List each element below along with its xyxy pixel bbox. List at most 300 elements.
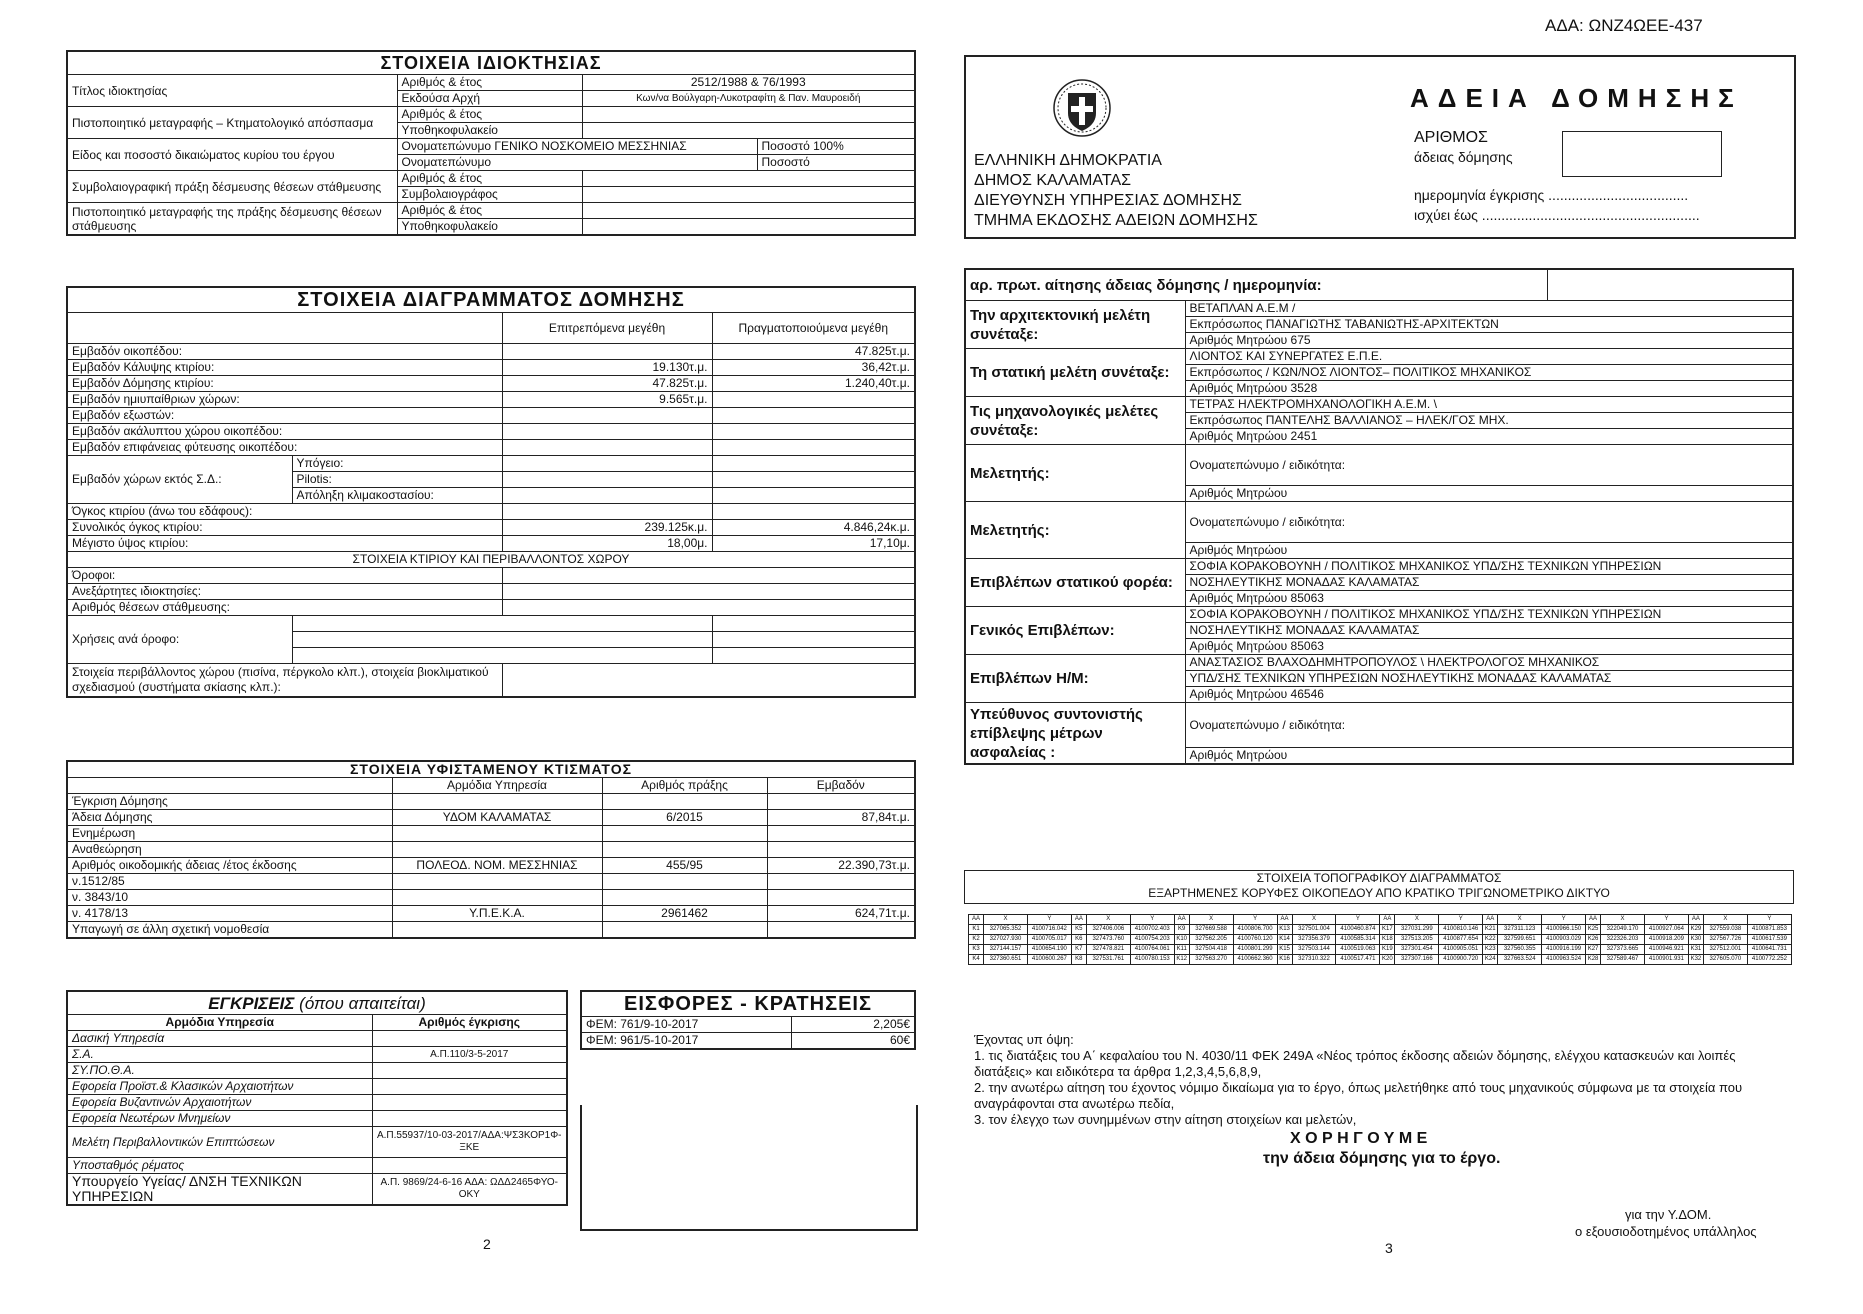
ownership-sublabel: Ονοματεπώνυμο ΓΕΝΙΚΟ ΝΟΣΚΟΜΕΙΟ ΜΕΣΣΗΝΙΑΣ bbox=[397, 139, 757, 155]
ownership-label: Τίτλος ιδιοκτησίας bbox=[67, 75, 397, 107]
ownership-value bbox=[582, 187, 915, 203]
approvals-service: Υποσταθμός ρέματος bbox=[67, 1158, 372, 1174]
engineer-role: Γενικός Επιβλέπων: bbox=[965, 607, 1185, 655]
env-title: ΣΤΟΙΧΕΙΑ ΚΤΙΡΙΟΥ ΚΑΙ ΠΕΡΙΒΑΛΛΟΝΤΟΣ ΧΩΡΟΥ bbox=[67, 552, 915, 568]
existing-row bbox=[67, 794, 915, 810]
topo-cell: 327473.760 bbox=[1086, 935, 1130, 945]
allowed-value bbox=[502, 504, 712, 520]
topo-cell: 327065.352 bbox=[984, 925, 1028, 935]
engineer-info: Ονοματεπώνυμο / ειδικότητα: bbox=[1185, 703, 1793, 748]
topo-cell: 4100760.120 bbox=[1233, 935, 1277, 945]
topo-cell: 4100662.360 bbox=[1233, 955, 1277, 965]
existing-cell: Ενημέρωση bbox=[67, 826, 392, 842]
actual-value bbox=[712, 392, 915, 408]
topo-cell: 327031.299 bbox=[1395, 925, 1439, 935]
diagram-row bbox=[67, 360, 915, 376]
actual-value bbox=[712, 488, 915, 504]
registry-number: Αριθμός Μητρώου 675 bbox=[1185, 333, 1793, 349]
topo-cell: 4100916.199 bbox=[1542, 945, 1586, 955]
existing-cell: ν.1512/85 bbox=[67, 874, 392, 890]
existing-cell: 6/2015 bbox=[602, 810, 767, 826]
existing-cell bbox=[767, 794, 915, 810]
actual-value: 36,42τ.μ. bbox=[712, 360, 915, 376]
env-value bbox=[502, 584, 915, 600]
topo-header: ΑΑ bbox=[1071, 915, 1086, 925]
existing-row bbox=[67, 826, 915, 842]
existing-row bbox=[67, 890, 915, 906]
ownership-value bbox=[582, 203, 915, 219]
topo-cell: 4100810.146 bbox=[1439, 925, 1483, 935]
engineer-role: Επιβλέπων Η/Μ: bbox=[965, 655, 1185, 703]
signature-line-1: για την Υ.ΔΟΜ. bbox=[1625, 1207, 1712, 1222]
topo-cell: 327513.205 bbox=[1395, 935, 1439, 945]
allowed-value bbox=[502, 408, 712, 424]
approvals-title-suffix: (όπου απαιτείται) bbox=[294, 993, 426, 1013]
approvals-number bbox=[372, 1158, 567, 1174]
engineer-row bbox=[965, 397, 1793, 413]
topo-cell: 4100460.874 bbox=[1336, 925, 1380, 935]
engineer-info: ΣΟΦΙΑ ΚΟΡΑΚΟΒΟΥΝΗ / ΠΟΛΙΤΙΚΟΣ ΜΗΧΑΝΙΚΟΣ ΥΠΔ/ΣΗΣ ΤΕΧΝΙΚΩΝ ΥΠΗΡΕΣΙΩΝ bbox=[1185, 559, 1793, 575]
topo-header: X bbox=[1395, 915, 1439, 925]
diagram-label: Εμβαδόν ημιυπαίθριων χώρων: bbox=[67, 392, 502, 408]
ownership-sublabel: Αριθμός & έτος bbox=[397, 203, 582, 219]
topo-cell: 4100901.931 bbox=[1644, 955, 1688, 965]
fee-label: ΦΕΜ: 961/5-10-2017 bbox=[581, 1033, 791, 1050]
permit-title: ΑΔΕΙΑ ΔΟΜΗΣΗΣ bbox=[1410, 83, 1743, 113]
topo-cell: 327501.004 bbox=[1292, 925, 1336, 935]
registry-number: Αριθμός Μητρώου 85063 bbox=[1185, 639, 1793, 655]
approvals-number: Α.Π.55937/10-03-2017/ΑΔΑ:ΨΣ3ΚΟΡ1Φ-ΞΚΕ bbox=[372, 1127, 567, 1158]
topo-cell: Κ20 bbox=[1380, 955, 1395, 965]
existing-cell bbox=[602, 826, 767, 842]
existing-cell: 87,84τ.μ. bbox=[767, 810, 915, 826]
topo-cell: 327531.761 bbox=[1086, 955, 1130, 965]
page-number-right: 3 bbox=[1385, 1240, 1393, 1256]
topo-cell: Κ19 bbox=[1380, 945, 1395, 955]
ownership-sublabel: Υποθηκοφυλακείο bbox=[397, 219, 582, 236]
approvals-number bbox=[372, 1095, 567, 1111]
registry-number: Αριθμός Μητρώου bbox=[1185, 748, 1793, 765]
actual-value bbox=[712, 424, 915, 440]
env-misc-row bbox=[67, 664, 915, 698]
topo-cell: Κ2 bbox=[969, 935, 984, 945]
topo-cell: Κ3 bbox=[969, 945, 984, 955]
issuer-line: ΔΙΕΥΘΥΝΣΗ ΥΠΗΡΕΣΙΑΣ ΔΟΜΗΣΗΣ bbox=[974, 192, 1242, 209]
topo-header: ΑΑ bbox=[1174, 915, 1189, 925]
engineer-info: Εκπρόσωπος / ΚΩΝ/ΝΟΣ ΛΙΟΝΤΟΣ– ΠΟΛΙΤΙΚΟΣ ΜΗΧΑΝΙΚΟΣ bbox=[1185, 365, 1793, 381]
approvals-number bbox=[372, 1031, 567, 1047]
topo-cell: Κ17 bbox=[1380, 925, 1395, 935]
existing-cell bbox=[392, 890, 602, 906]
ownership-sublabel: Υποθηκοφυλακείο bbox=[397, 123, 582, 139]
diagram-row bbox=[67, 520, 915, 536]
diagram-label: Όγκος κτιρίου (άνω του εδάφους): bbox=[67, 504, 502, 520]
topo-cell: Κ8 bbox=[1071, 955, 1086, 965]
issuer-block bbox=[974, 151, 1258, 231]
decision-block bbox=[974, 1032, 1794, 1128]
topo-cell: 327663.524 bbox=[1498, 955, 1542, 965]
existing-header: Εμβαδόν bbox=[767, 778, 915, 794]
approvals-service: Εφορεία Προϊστ.& Κλασικών Αρχαιοτήτων bbox=[67, 1079, 372, 1095]
existing-cell bbox=[767, 826, 915, 842]
existing-cell: 455/95 bbox=[602, 858, 767, 874]
topo-cell: Κ12 bbox=[1174, 955, 1189, 965]
engineer-row bbox=[965, 703, 1793, 748]
ownership-row bbox=[67, 107, 915, 123]
topo-header: ΑΑ bbox=[1688, 915, 1703, 925]
ownership-label: Πιστοποιητικό μεταγραφής – Κτηματολογικό απόσπασμα bbox=[67, 107, 397, 139]
topo-cell: 4100946.921 bbox=[1644, 945, 1688, 955]
env-value bbox=[502, 600, 915, 616]
existing-row bbox=[67, 810, 915, 826]
ownership-value: Ποσοστό bbox=[757, 155, 915, 171]
engineer-info: ΝΟΣΗΛΕΥΤΙΚΗΣ ΜΟΝΑΔΑΣ ΚΑΛΑΜΑΤΑΣ bbox=[1185, 575, 1793, 591]
diagram-row bbox=[67, 376, 915, 392]
ownership-label: Πιστοποιητικό μεταγραφής της πράξης δέσμευσης θέσεων στάθμευσης bbox=[67, 203, 397, 236]
env-row bbox=[67, 568, 915, 584]
existing-row bbox=[67, 874, 915, 890]
topo-header: Y bbox=[1027, 915, 1071, 925]
approvals-header: Αρμόδια Υπηρεσία bbox=[67, 1015, 372, 1031]
topo-header: Y bbox=[1233, 915, 1277, 925]
existing-cell: Αναθεώρηση bbox=[67, 842, 392, 858]
engineer-role: Την αρχιτεκτονική μελέτη συνέταξε: bbox=[965, 301, 1185, 349]
decision-item: 3. τον έλεγχο των συνημμένων στην αίτηση στοιχείων και μελετών, bbox=[974, 1112, 1357, 1127]
diagram-row bbox=[67, 536, 915, 552]
approvals-row bbox=[67, 1174, 567, 1206]
approvals-service: Σ.Α. bbox=[67, 1047, 372, 1063]
existing-cell bbox=[392, 794, 602, 810]
env-label: Όροφοι: bbox=[67, 568, 502, 584]
diagram-row bbox=[67, 344, 915, 360]
engineer-info: ΥΠΔ/ΣΗΣ ΤΕΧΝΙΚΩΝ ΥΠΗΡΕΣΙΩΝ ΝΟΣΗΛΕΥΤΙΚΗΣ ΜΟΝΑΔΑΣ ΚΑΛΑΜΑΤΑΣ bbox=[1185, 671, 1793, 687]
signature-line-2: ο εξουσιοδοτημένος υπάλληλος bbox=[1575, 1224, 1757, 1239]
topo-cell: Κ28 bbox=[1586, 955, 1601, 965]
topo-cell: Κ14 bbox=[1277, 935, 1292, 945]
engineer-row bbox=[965, 655, 1793, 671]
ownership-sublabel: Αριθμός & έτος bbox=[397, 171, 582, 187]
actual-value: 17,10μ. bbox=[712, 536, 915, 552]
topo-cell: 4100963.524 bbox=[1542, 955, 1586, 965]
topo-header: ΑΑ bbox=[1380, 915, 1395, 925]
uses-value bbox=[292, 632, 712, 648]
page-number-left: 2 bbox=[483, 1236, 491, 1252]
approvals-number bbox=[372, 1063, 567, 1079]
diagram-row bbox=[67, 504, 915, 520]
outside-sublabel: Pilotis: bbox=[292, 472, 502, 488]
topo-cell: 4100600.267 bbox=[1027, 955, 1071, 965]
topo-cell: 4100641.731 bbox=[1747, 945, 1791, 955]
env-row bbox=[67, 600, 915, 616]
topo-cell: Κ6 bbox=[1071, 935, 1086, 945]
approvals-service: Υπουργείο Υγείας/ ΔΝΣΗ ΤΕΧΝΙΚΩΝ ΥΠΗΡΕΣΙΩΝ bbox=[67, 1174, 372, 1206]
topo-cell: 4100654.190 bbox=[1027, 945, 1071, 955]
env-label: Ανεξάρτητες ιδιοκτησίες: bbox=[67, 584, 502, 600]
topo-row bbox=[969, 935, 1792, 945]
approvals-title-cell bbox=[67, 991, 567, 1015]
engineer-info: Εκπρόσωπος ΠΑΝΤΕΛΗΣ ΒΑΛΛΙΑΝΟΣ – ΗΛΕΚ/ΓΟΣ ΜΗΧ. bbox=[1185, 413, 1793, 429]
decision-item: 2. την ανωτέρω αίτηση του έχοντος νόμιμο δικαίωμα για το έργο, όπως μελετήθηκε από τους μηχανικούς σύμφωνα με τα στοιχεία που αναγράφονται στα ανωτέρω πεδία, bbox=[974, 1080, 1743, 1111]
topo-cell: 327301.454 bbox=[1395, 945, 1439, 955]
topo-cell: Κ7 bbox=[1071, 945, 1086, 955]
topo-cell: 327605.070 bbox=[1703, 955, 1747, 965]
topo-cell: Κ26 bbox=[1586, 935, 1601, 945]
topo-cell: 4100966.150 bbox=[1542, 925, 1586, 935]
issuer-line: ΔΗΜΟΣ ΚΑΛΑΜΑΤΑΣ bbox=[974, 172, 1132, 189]
existing-cell: ν. 3843/10 bbox=[67, 890, 392, 906]
approvals-table bbox=[66, 990, 568, 1206]
diagram-row bbox=[67, 440, 915, 456]
existing-cell bbox=[602, 794, 767, 810]
permit-number-box[interactable] bbox=[1562, 131, 1722, 177]
allowed-value: 9.565τ.μ. bbox=[502, 392, 712, 408]
topo-header: Y bbox=[1542, 915, 1586, 925]
topo-cell: 327310.322 bbox=[1292, 955, 1336, 965]
ownership-sublabel: Συμβολαιογράφος bbox=[397, 187, 582, 203]
existing-cell bbox=[602, 842, 767, 858]
approvals-number bbox=[372, 1079, 567, 1095]
registry-number: Αριθμός Μητρώου 85063 bbox=[1185, 591, 1793, 607]
topo-cell: Κ25 bbox=[1586, 925, 1601, 935]
actual-value bbox=[712, 472, 915, 488]
ownership-sublabel: Εκδούσα Αρχή bbox=[397, 91, 582, 107]
topo-header: X bbox=[1703, 915, 1747, 925]
topo-cell: Κ13 bbox=[1277, 925, 1292, 935]
topo-cell: 4100519.063 bbox=[1336, 945, 1380, 955]
fees-row bbox=[581, 1017, 915, 1033]
topo-cell: Κ30 bbox=[1688, 935, 1703, 945]
topo-cell: Κ16 bbox=[1277, 955, 1292, 965]
fees-table bbox=[580, 990, 916, 1050]
allowed-value bbox=[502, 488, 712, 504]
engineers-table bbox=[964, 268, 1794, 765]
issuer-line: ΕΛΛΗΝΙΚΗ ΔΗΜΟΚΡΑΤΙΑ bbox=[974, 152, 1162, 169]
uses-label: Χρήσεις ανά όροφο: bbox=[67, 616, 292, 664]
topo-cell: 4100585.314 bbox=[1336, 935, 1380, 945]
topo-cell: 327373.665 bbox=[1601, 945, 1645, 955]
actual-value: 4.846,24κ.μ. bbox=[712, 520, 915, 536]
engineer-role: Μελετητής: bbox=[965, 502, 1185, 559]
topo-cell: 327599.651 bbox=[1498, 935, 1542, 945]
env-misc-label: Στοιχεία περιβάλλοντος χώρου (πισίνα, πέργκολο κλπ.), στοιχεία βιοκλιματικού σχεδιασμού (συστήματα σκίασης κλπ.): bbox=[67, 664, 502, 698]
application-value[interactable] bbox=[1547, 269, 1793, 301]
ownership-sublabel: Αριθμός & έτος bbox=[397, 107, 582, 123]
existing-cell: ν. 4178/13 bbox=[67, 906, 392, 922]
topo-cell: 327478.821 bbox=[1086, 945, 1130, 955]
registry-number: Αριθμός Μητρώου 3528 bbox=[1185, 381, 1793, 397]
existing-cell bbox=[602, 890, 767, 906]
decision-item: 1. τις διατάξεις του Α΄ κεφαλαίου του Ν. 4030/11 ΦΕΚ 249Α «Νέος τρόπος έκδοσης αδειών δόμησης, ελέγχου κατασκευών και λοιπές διατάξεις» και ειδικότερα τα άρθρα 1,2,3,4,5,6,8,9, bbox=[974, 1048, 1736, 1079]
uses-row bbox=[67, 616, 915, 632]
outside-sublabel: Απόληξη κλιμακοστασίου: bbox=[292, 488, 502, 504]
allowed-value bbox=[502, 344, 712, 360]
diagram-row bbox=[67, 424, 915, 440]
approvals-row bbox=[67, 1031, 567, 1047]
topo-cell: Κ27 bbox=[1586, 945, 1601, 955]
uses-value bbox=[292, 616, 712, 632]
engineer-info: ΣΟΦΙΑ ΚΟΡΑΚΟΒΟΥΝΗ / ΠΟΛΙΤΙΚΟΣ ΜΗΧΑΝΙΚΟΣ ΥΠΔ/ΣΗΣ ΤΕΧΝΙΚΩΝ ΥΠΗΡΕΣΙΩΝ bbox=[1185, 607, 1793, 623]
topo-cell: 322049.170 bbox=[1601, 925, 1645, 935]
ownership-label: Συμβολαιογραφική πράξη δέσμευσης θέσεων στάθμευσης bbox=[67, 171, 397, 203]
existing-cell bbox=[602, 874, 767, 890]
existing-row bbox=[67, 842, 915, 858]
topo-header: X bbox=[1292, 915, 1336, 925]
existing-row bbox=[67, 906, 915, 922]
env-title-row bbox=[67, 552, 915, 568]
topo-cell: 327406.006 bbox=[1086, 925, 1130, 935]
actual-value bbox=[712, 504, 915, 520]
topo-header: ΑΑ bbox=[969, 915, 984, 925]
grant-heading: Χ Ο Ρ Η Γ Ο Υ Μ Ε bbox=[1290, 1130, 1428, 1147]
application-label: αρ. πρωτ. αίτησης άδειας δόμησης / ημερομηνία: bbox=[965, 269, 1547, 301]
fees-empty-area bbox=[580, 1105, 918, 1231]
engineer-role: Τη στατική μελέτη συνέταξε: bbox=[965, 349, 1185, 397]
ownership-value: Κων/να Βούλγαρη-Λυκοτραφίτη & Παν. Μαυροειδή bbox=[582, 91, 915, 107]
approvals-row bbox=[67, 1063, 567, 1079]
existing-cell bbox=[392, 874, 602, 890]
issuer-line: ΤΜΗΜΑ ΕΚΔΟΣΗΣ ΑΔΕΙΩΝ ΔΟΜΗΣΗΣ bbox=[974, 212, 1258, 229]
topo-cell: Κ29 bbox=[1688, 925, 1703, 935]
approvals-row bbox=[67, 1047, 567, 1063]
uses-value bbox=[712, 632, 915, 648]
ownership-row bbox=[67, 75, 915, 91]
existing-cell bbox=[767, 874, 915, 890]
topo-header: X bbox=[1601, 915, 1645, 925]
env-misc-value bbox=[502, 664, 915, 698]
ownership-value bbox=[582, 219, 915, 236]
existing-header: Αρμόδια Υπηρεσία bbox=[392, 778, 602, 794]
topo-cell: 4100927.064 bbox=[1644, 925, 1688, 935]
topo-cell: 4100772.252 bbox=[1747, 955, 1791, 965]
actual-value bbox=[712, 408, 915, 424]
approvals-row bbox=[67, 1127, 567, 1158]
topo-cell: 327027.930 bbox=[984, 935, 1028, 945]
topo-title-box bbox=[964, 870, 1794, 904]
topo-cell: Κ32 bbox=[1688, 955, 1703, 965]
permit-number-sub: άδειας δόμησης bbox=[1414, 149, 1513, 165]
existing-cell bbox=[392, 842, 602, 858]
ownership-row bbox=[67, 139, 915, 155]
permit-number-label: ΑΡΙΘΜΟΣ bbox=[1414, 129, 1488, 146]
ownership-title: ΣΤΟΙΧΕΙΑ ΙΔΙΟΚΤΗΣΙΑΣ bbox=[67, 51, 915, 75]
registry-number: Αριθμός Μητρώου 46546 bbox=[1185, 687, 1793, 703]
actual-value: 1.240,40τ.μ. bbox=[712, 376, 915, 392]
existing-header: Αριθμός πράξης bbox=[602, 778, 767, 794]
topo-cell: 4100806.700 bbox=[1233, 925, 1277, 935]
topo-cell: 322326.203 bbox=[1601, 935, 1645, 945]
topo-cell: Κ1 bbox=[969, 925, 984, 935]
engineer-row bbox=[965, 559, 1793, 575]
ownership-value bbox=[582, 171, 915, 187]
fee-amount: 60€ bbox=[791, 1033, 915, 1050]
ownership-row bbox=[67, 203, 915, 219]
topo-cell: 327512.001 bbox=[1703, 945, 1747, 955]
env-value bbox=[502, 568, 915, 584]
engineer-info: Εκπρόσωπος ΠΑΝΑΓΙΩΤΗΣ ΤΑΒΑΝΙΩΤΗΣ-ΑΡΧΙΤΕΚΤΩΝ bbox=[1185, 317, 1793, 333]
existing-cell: Υ.Π.Ε.Κ.Α. bbox=[392, 906, 602, 922]
topo-cell: Κ31 bbox=[1688, 945, 1703, 955]
topo-row bbox=[969, 925, 1792, 935]
existing-table bbox=[66, 760, 916, 939]
diagram-row bbox=[67, 392, 915, 408]
topo-cell: Κ23 bbox=[1483, 945, 1498, 955]
topo-cell: Κ24 bbox=[1483, 955, 1498, 965]
topo-cell: Κ22 bbox=[1483, 935, 1498, 945]
topo-cell: 4100764.061 bbox=[1130, 945, 1174, 955]
approvals-service: Δασική Υπηρεσία bbox=[67, 1031, 372, 1047]
fee-amount: 2,205€ bbox=[791, 1017, 915, 1033]
topo-cell: 327567.726 bbox=[1703, 935, 1747, 945]
allowed-value bbox=[502, 456, 712, 472]
topo-cell: 4100918.209 bbox=[1644, 935, 1688, 945]
diagram-title: ΣΤΟΙΧΕΙΑ ΔΙΑΓΡΑΜΜΑΤΟΣ ΔΟΜΗΣΗΣ bbox=[67, 287, 915, 313]
ownership-row bbox=[67, 171, 915, 187]
allowed-value bbox=[502, 440, 712, 456]
existing-cell: Υπαγωγή σε άλλη σχετική νομοθεσία bbox=[67, 922, 392, 939]
approvals-row bbox=[67, 1079, 567, 1095]
fee-label: ΦΕΜ: 761/9-10-2017 bbox=[581, 1017, 791, 1033]
actual-value: 47.825τ.μ. bbox=[712, 344, 915, 360]
env-row bbox=[67, 584, 915, 600]
valid-until: ισχύει έως ........................................................ bbox=[1414, 207, 1700, 223]
engineer-info: Ονοματεπώνυμο / ειδικότητα: bbox=[1185, 445, 1793, 486]
topo-cell: 4100780.153 bbox=[1130, 955, 1174, 965]
ada-code: ΑΔΑ: ΩΝΖ4ΩΕΕ-437 bbox=[1545, 16, 1703, 35]
topo-cell: Κ18 bbox=[1380, 935, 1395, 945]
allowed-value: 239.125κ.μ. bbox=[502, 520, 712, 536]
topo-cell: 327311.123 bbox=[1498, 925, 1542, 935]
ownership-label: Είδος και ποσοστό δικαιώματος κυρίου του έργου bbox=[67, 139, 397, 171]
approvals-row bbox=[67, 1111, 567, 1127]
topo-cell: 4100617.539 bbox=[1747, 935, 1791, 945]
topo-row bbox=[969, 955, 1792, 965]
diagram-label: Εμβαδόν οικοπέδου: bbox=[67, 344, 502, 360]
topo-subtitle: ΕΞΑΡΤΗΜΕΝΕΣ ΚΟΡΥΦΕΣ ΟΙΚΟΠΕΔΟΥ ΑΠΟ ΚΡΑΤΙΚΟ ΤΡΙΓΩΝΟΜΕΤΡΙΚΟ ΔΙΚΤΥΟ bbox=[1148, 886, 1610, 900]
approval-date: ημερομηνία έγκρισης .................................... bbox=[1414, 187, 1689, 203]
registry-number: Αριθμός Μητρώου 2451 bbox=[1185, 429, 1793, 445]
topo-cell: 327360.651 bbox=[984, 955, 1028, 965]
outside-label: Εμβαδόν χώρων εκτός Σ.Δ.: bbox=[67, 456, 292, 504]
existing-cell bbox=[767, 842, 915, 858]
allowed-value: 18,00μ. bbox=[502, 536, 712, 552]
allowed-value: 19.130τ.μ. bbox=[502, 360, 712, 376]
topo-cell: 4100705.017 bbox=[1027, 935, 1071, 945]
considering-label: Έχοντας υπ όψη: bbox=[974, 1032, 1074, 1047]
fees-title: ΕΙΣΦΟΡΕΣ - ΚΡΑΤΗΣΕΙΣ bbox=[581, 991, 915, 1017]
topo-cell: 327144.157 bbox=[984, 945, 1028, 955]
engineer-role: Υπεύθυνος συντονιστής επίβλεψης μέτρων ασφαλείας : bbox=[965, 703, 1185, 765]
topo-header: ΑΑ bbox=[1483, 915, 1498, 925]
topo-cell: Κ10 bbox=[1174, 935, 1189, 945]
actual-value bbox=[712, 440, 915, 456]
topo-header: ΑΑ bbox=[1586, 915, 1601, 925]
topo-title: ΣΤΟΙΧΕΙΑ ΤΟΠΟΓΡΑΦΙΚΟΥ ΔΙΑΓΡΑΜΜΑΤΟΣ bbox=[1256, 871, 1502, 885]
topo-cell: 4100801.299 bbox=[1233, 945, 1277, 955]
engineer-row bbox=[965, 607, 1793, 623]
diagram-label: Εμβαδόν επιφάνειας φύτευσης οικοπέδου: bbox=[67, 440, 502, 456]
existing-cell: Έγκριση Δόμησης bbox=[67, 794, 392, 810]
ownership-sublabel: Ονοματεπώνυμο bbox=[397, 155, 757, 171]
existing-row bbox=[67, 922, 915, 939]
approvals-service: Μελέτη Περιβαλλοντικών Επιπτώσεων bbox=[67, 1127, 372, 1158]
approvals-service: Εφορεία Βυζαντινών Αρχαιοτήτων bbox=[67, 1095, 372, 1111]
approvals-row bbox=[67, 1095, 567, 1111]
approvals-title: ΕΓΚΡΙΣΕΙΣ bbox=[208, 993, 295, 1013]
diagram-row bbox=[67, 408, 915, 424]
diagram-label: Μέγιστο ύψος κτιρίου: bbox=[67, 536, 502, 552]
existing-cell: Αριθμός οικοδομικής άδειας /έτος έκδοσης bbox=[67, 858, 392, 874]
approvals-header: Αριθμός έγκρισης bbox=[372, 1015, 567, 1031]
